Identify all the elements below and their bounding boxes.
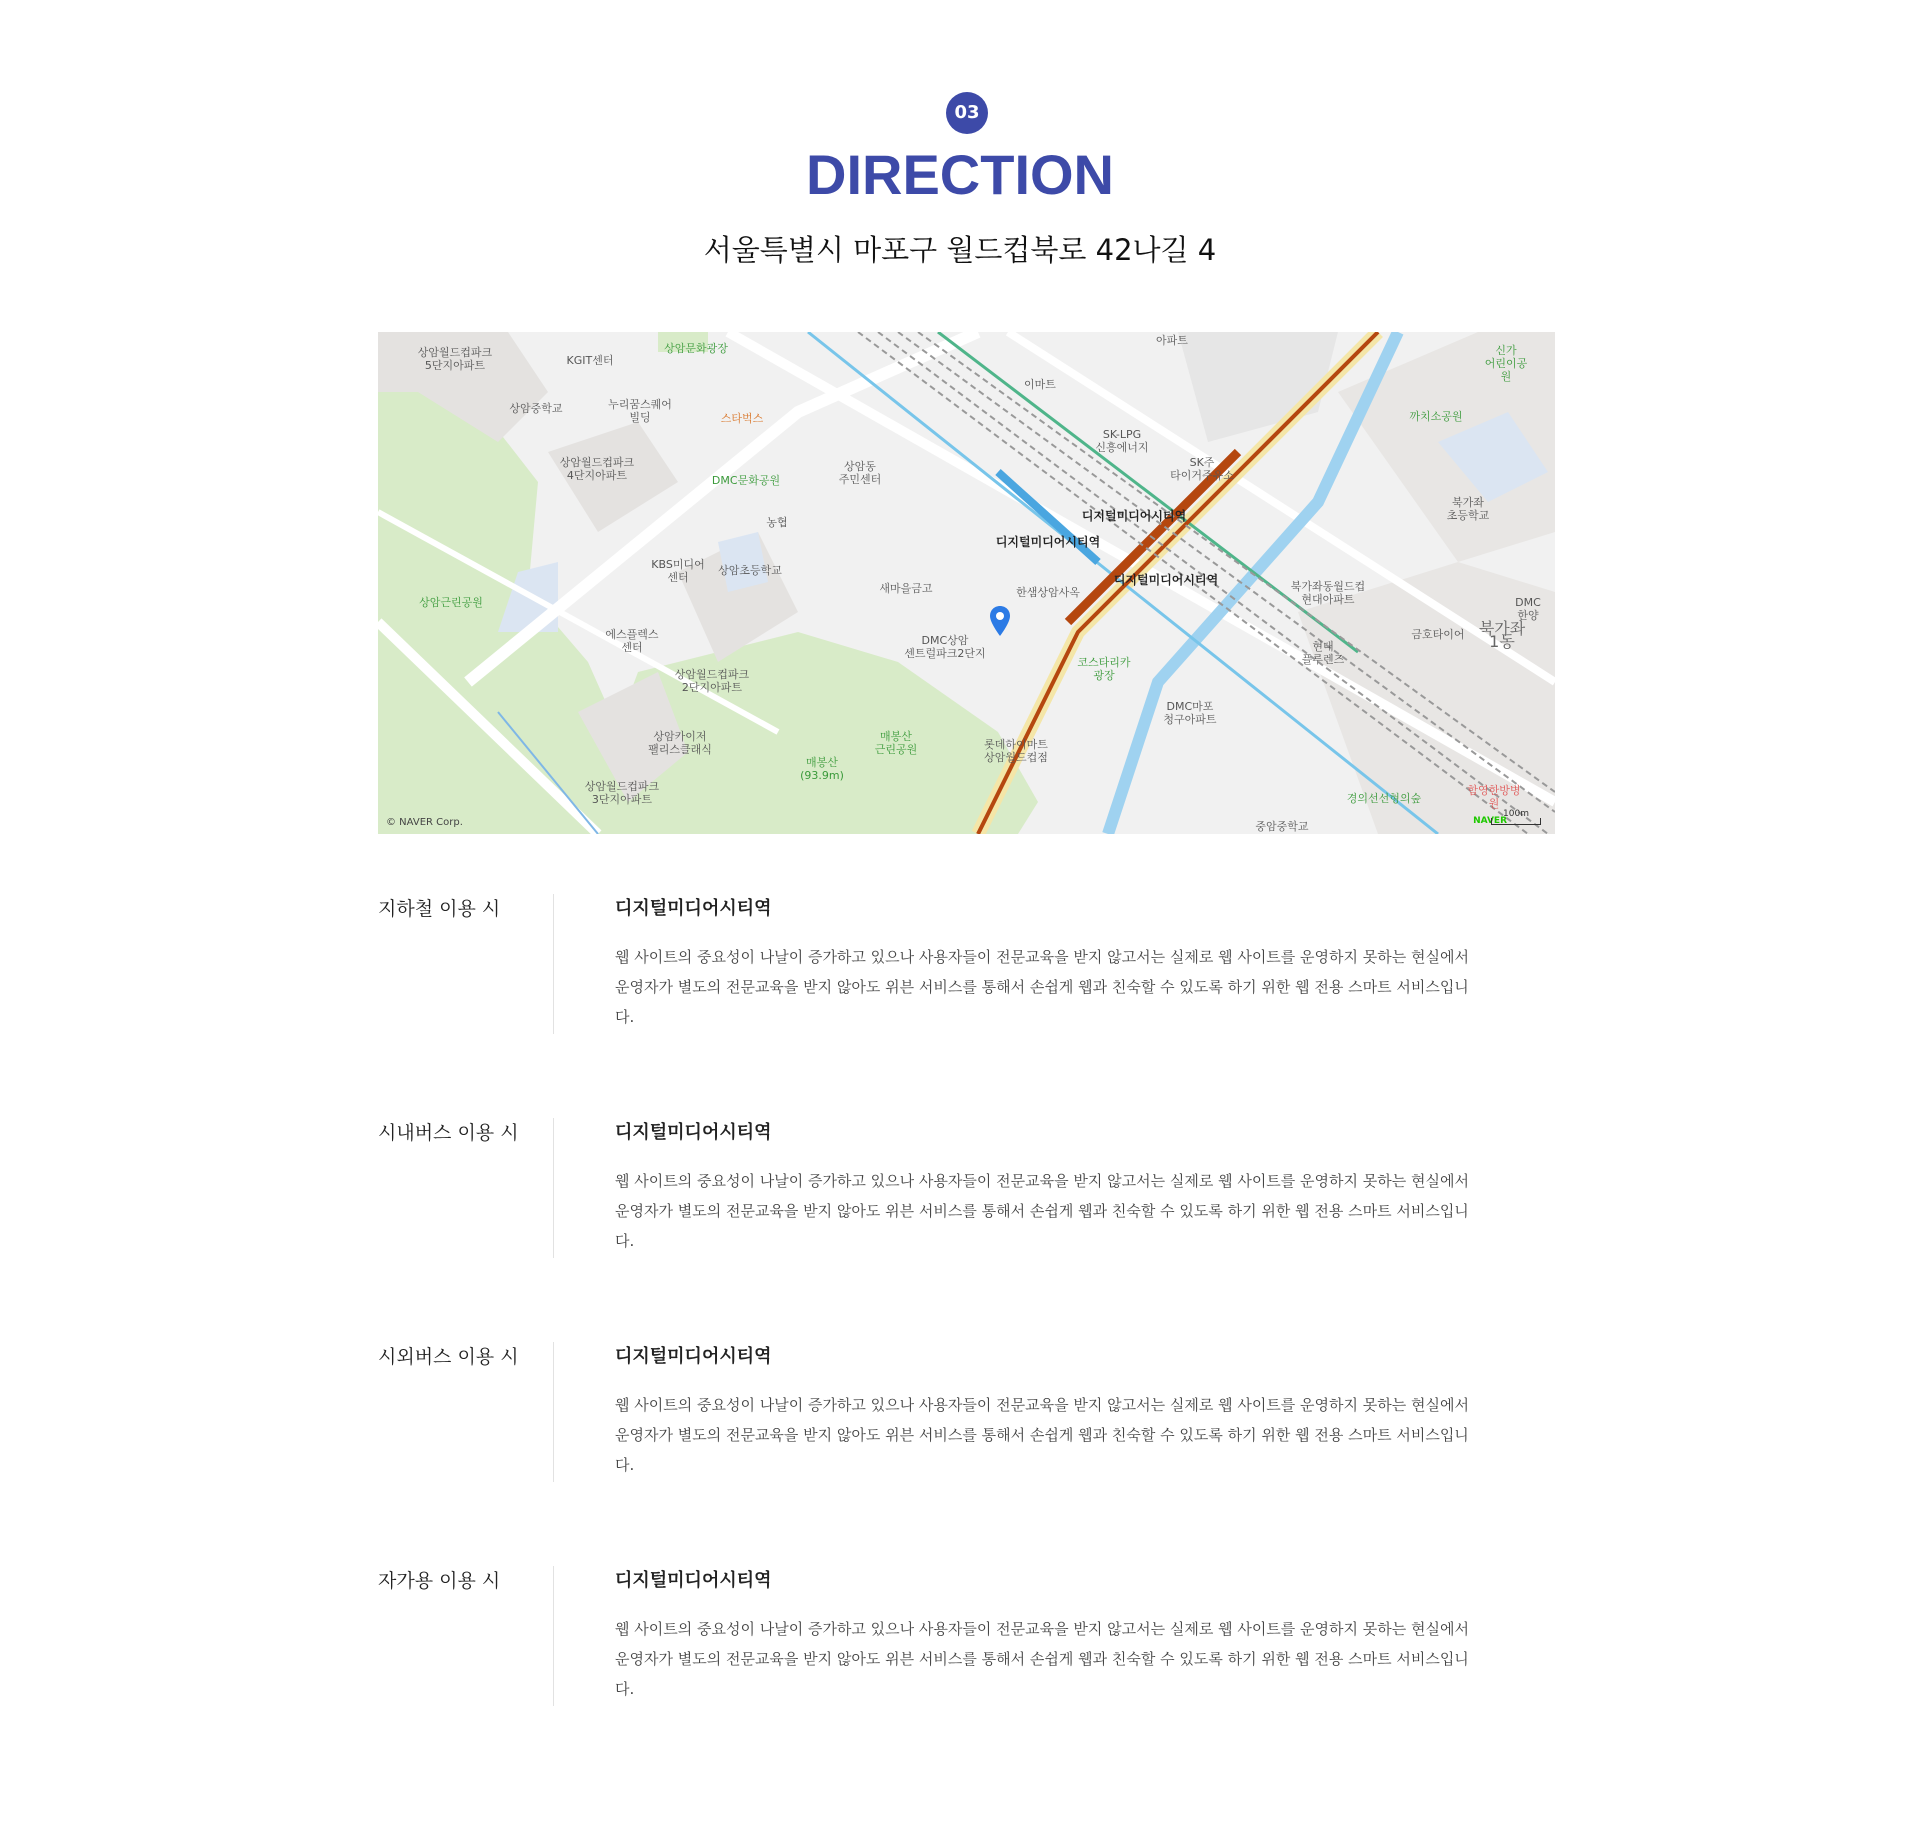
map-label: 까치소공원 bbox=[1409, 410, 1463, 423]
divider bbox=[553, 894, 554, 1034]
map-label: 중암중학교 bbox=[1255, 820, 1309, 833]
map-label: 이마트 bbox=[1024, 378, 1056, 391]
station-label: 디지털미디어시티역 bbox=[1081, 509, 1187, 523]
map-label: DMC문화공원 bbox=[711, 474, 781, 487]
map-label: 상암초등학교 bbox=[718, 564, 782, 577]
map-label: 상암근린공원 bbox=[419, 596, 483, 609]
map-label: 새마을금고 bbox=[879, 582, 933, 595]
direction-station: 디지털미디어시티역 bbox=[615, 1122, 772, 1143]
divider bbox=[553, 1342, 554, 1482]
direction-station: 디지털미디어시티역 bbox=[615, 1570, 772, 1591]
map-label: 함영한방병원 bbox=[1467, 784, 1521, 810]
map-label: SK-LPG 신흥에너지 bbox=[1095, 428, 1149, 454]
map-label: 상암월드컵파크 5단지아파트 bbox=[417, 346, 493, 372]
map-copyright: © NAVER Corp. bbox=[386, 817, 463, 828]
direction-row-car bbox=[378, 1566, 1555, 1706]
map-label: 코스타리카 광장 bbox=[1077, 656, 1131, 682]
direction-label: 자가용 이용 시 bbox=[378, 1570, 501, 1592]
map-label: 북가좌1동 bbox=[1478, 619, 1526, 651]
station-label: 디지털미디어시티역 bbox=[1113, 573, 1219, 587]
map-label: KGIT센터 bbox=[566, 354, 614, 367]
station-label: 디지털미디어시티역 bbox=[995, 535, 1101, 549]
map-label: 아파트 bbox=[1156, 334, 1188, 347]
map-scale-label: 100m bbox=[1503, 809, 1529, 819]
map-label: 상암중학교 bbox=[509, 402, 563, 415]
map-label: 북가좌동월드컵 현대아파트 bbox=[1290, 580, 1366, 606]
map-label: 상암카이저 팰리스클래식 bbox=[648, 730, 712, 756]
map-label: 금호타이어 bbox=[1411, 628, 1465, 641]
map-label: 현대 플루렌즈 bbox=[1301, 640, 1345, 666]
map-label: DMC상암 센트럴파크2단지 bbox=[904, 634, 986, 660]
map-label: 롯데하이마트 상암월드컵점 bbox=[984, 738, 1048, 764]
map-label: 신가 어린이공원 bbox=[1484, 344, 1528, 383]
map-label: SK주 타이거주유소 bbox=[1170, 456, 1234, 482]
direction-row-intercity-bus bbox=[378, 1342, 1555, 1482]
map-label: 상암동 주민센터 bbox=[838, 460, 882, 486]
map-label: 북가좌 초등학교 bbox=[1446, 496, 1490, 522]
direction-description: 웹 사이트의 중요성이 나날이 증가하고 있으나 사용자들이 전문교육을 받지 않고서는 실제로 웹 사이트를 운영하지 못하는 현실에서 운영자가 별도의 전문교육을 받지 않아도 위븐 서비스를 통해서 손쉽게 웹과 친숙할 수 있도록 하기 위한 웹 전용 스마트 서비스입니다. bbox=[615, 1172, 1469, 1250]
map-label: 농협 bbox=[766, 516, 788, 529]
section-title: DIRECTION bbox=[806, 143, 1114, 206]
direction-description: 웹 사이트의 중요성이 나날이 증가하고 있으나 사용자들이 전문교육을 받지 않고서는 실제로 웹 사이트를 운영하지 못하는 현실에서 운영자가 별도의 전문교육을 받지 않아도 위븐 서비스를 통해서 손쉽게 웹과 친숙할 수 있도록 하기 위한 웹 전용 스마트 서비스입니다. bbox=[615, 1396, 1469, 1474]
direction-row-subway bbox=[378, 894, 1555, 1034]
map-label: 매봉산 근린공원 bbox=[874, 730, 918, 756]
map-label: 누리꿈스퀘어 빌딩 bbox=[608, 398, 672, 424]
map-label: 매봉산 (93.9m) bbox=[800, 756, 844, 782]
map-label: 상암월드컵파크 4단지아파트 bbox=[559, 456, 635, 482]
direction-description: 웹 사이트의 중요성이 나날이 증가하고 있으나 사용자들이 전문교육을 받지 않고서는 실제로 웹 사이트를 운영하지 못하는 현실에서 운영자가 별도의 전문교육을 받지 않아도 위븐 서비스를 통해서 손쉽게 웹과 친숙할 수 있도록 하기 위한 웹 전용 스마트 서비스입니다. bbox=[615, 948, 1469, 1026]
section-number-badge: 03 bbox=[946, 92, 988, 134]
direction-description: 웹 사이트의 중요성이 나날이 증가하고 있으나 사용자들이 전문교육을 받지 않고서는 실제로 웹 사이트를 운영하지 못하는 현실에서 운영자가 별도의 전문교육을 받지 않아도 위븐 서비스를 통해서 손쉽게 웹과 친숙할 수 있도록 하기 위한 웹 전용 스마트 서비스입니다. bbox=[615, 1620, 1469, 1698]
direction-label: 시외버스 이용 시 bbox=[378, 1346, 519, 1368]
map-label: DMC마포 청구아파트 bbox=[1163, 700, 1217, 726]
address-text: 서울특별시 마포구 월드컵북로 42나길 4 bbox=[703, 233, 1217, 267]
direction-label: 시내버스 이용 시 bbox=[378, 1122, 519, 1144]
direction-row-city-bus bbox=[378, 1118, 1555, 1258]
map-label: 스타벅스 bbox=[720, 412, 764, 425]
location-map[interactable] bbox=[378, 332, 1555, 834]
map-label: 한샘상암사옥 bbox=[1016, 586, 1080, 599]
map-label: 경의선선형의숲 bbox=[1346, 792, 1422, 805]
naver-logo: NAVER bbox=[1473, 816, 1507, 826]
map-label: 상암문화광장 bbox=[664, 342, 728, 355]
direction-label: 지하철 이용 시 bbox=[378, 898, 501, 920]
direction-station: 디지털미디어시티역 bbox=[615, 898, 772, 919]
map-label: 상암월드컵파크 2단지아파트 bbox=[674, 668, 750, 694]
map-label: 상암월드컵파크 3단지아파트 bbox=[584, 780, 660, 806]
divider bbox=[553, 1118, 554, 1258]
direction-station: 디지털미디어시티역 bbox=[615, 1346, 772, 1367]
map-scale bbox=[1491, 809, 1541, 825]
map-label: 에스플렉스 센터 bbox=[605, 628, 659, 654]
divider bbox=[553, 1566, 554, 1706]
map-label: KBS미디어 센터 bbox=[651, 558, 705, 584]
map-label: DMC한양 bbox=[1515, 596, 1541, 622]
